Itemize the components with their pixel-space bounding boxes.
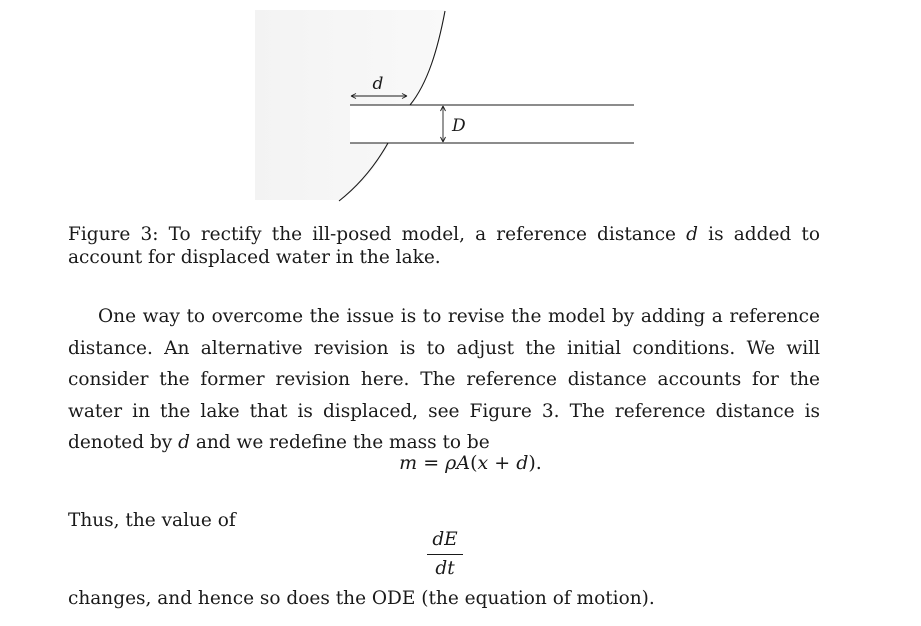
fraction-bar [427,554,463,555]
caption-text-before: To rectify the ill-posed model, a reference distance [158,224,687,245]
eq-close: ). [528,452,542,474]
mass-equation [0,452,921,474]
label-D: D [452,116,466,136]
figure-caption [68,223,820,269]
body-paragraph [68,301,820,459]
eq-plus: + [488,452,517,474]
paragraph-var: d [178,432,190,453]
dE-dt-fraction [427,528,463,581]
fraction-denominator: dt [435,558,455,579]
thus-text: Thus, the value of [68,510,236,531]
paragraph-text-after: and we redefine the mass to be [189,432,490,453]
caption-prefix: Figure 3: [68,224,159,245]
figure-3 [250,8,650,208]
eq-A: A [456,452,471,474]
paragraph-text-before: One way to overcome the issue is to revise the model by adding a reference distance. An alternative revision is to adjust the initial conditions. We will consider the former revision here. The reference distance accounts for the water in the lake that is displaced, see Figure 3. The reference distance is denoted by [68,306,820,453]
caption-text-after: is added to account for displaced water in the lake. [68,224,820,268]
changes-text: changes, and hence so does the ODE (the equation of motion). [68,588,655,609]
eq-open: ( [470,452,478,474]
D-arrow [441,106,446,142]
eq-lhs: m [399,452,418,474]
fraction-numerator: dE [432,529,458,550]
eq-d: d [516,452,529,474]
eq-rho: ρ [445,452,457,474]
eq-equals: = [417,452,446,474]
eq-x: x [477,452,489,474]
figure-diagram [250,8,650,208]
caption-var: d [686,224,699,245]
label-d: d [372,74,384,94]
